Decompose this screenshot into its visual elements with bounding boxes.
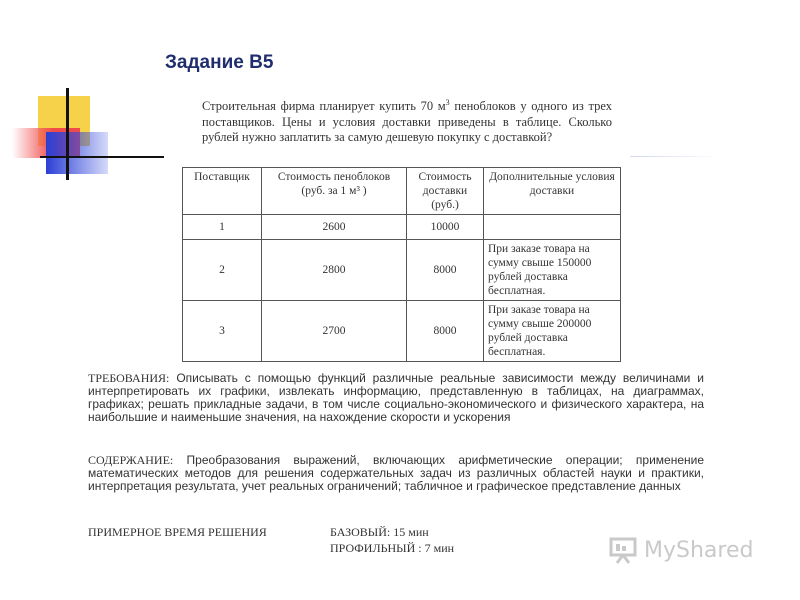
cell-delivery-price: 10000 — [407, 215, 484, 240]
cell-delivery-price: 8000 — [407, 240, 484, 301]
cell-supplier: 1 — [183, 215, 262, 240]
supplier-table — [182, 167, 621, 362]
content-label: СОДЕРЖАНИЕ: — [88, 453, 174, 467]
table-row — [183, 215, 621, 240]
table-row — [183, 240, 621, 301]
time-label: ПРИМЕРНОЕ ВРЕМЯ РЕШЕНИЯ — [88, 525, 267, 539]
decorative-horizontal-line — [40, 156, 164, 158]
content-section — [88, 454, 704, 493]
content-text: Преобразования выражений, включающих арифметические операции; применение математических методов для решения содержательных задач из различных областей науки и практики, интерпретация результата, учет реальных ограничений; табличное и графическое представление данных — [88, 453, 704, 493]
cell-block-price: 2800 — [262, 240, 407, 301]
cell-extra-conditions: При заказе товара на сумму свыше 150000 рублей доставка бесплатная. — [484, 240, 621, 301]
page-title: Задание В5 — [165, 52, 274, 73]
time-base: БАЗОВЫЙ: 15 мин — [330, 525, 429, 539]
cell-extra-conditions — [484, 215, 621, 240]
cell-extra-conditions: При заказе товара на сумму свыше 200000 рублей доставка бесплатная. — [484, 301, 621, 362]
header-extra-conditions: Дополнительные условия доставки — [484, 168, 621, 215]
decorative-fade-line — [630, 156, 720, 157]
cell-delivery-price: 8000 — [407, 301, 484, 362]
header-delivery-price: Стоимость доставки (руб.) — [407, 168, 484, 215]
cell-block-price: 2700 — [262, 301, 407, 362]
presentation-board-icon — [608, 535, 638, 565]
watermark-text: MyShared — [644, 537, 754, 563]
requirements-label: ТРЕБОВАНИЯ: — [88, 371, 170, 385]
table-header-row — [183, 168, 621, 215]
requirements-text: Описывать с помощью функций различные реальные зависимости между величинами и интерпретировать их графики, извлекать информацию, представленную в таблицах, на диаграммах, графиках; решать прикладные задачи, в том числе социально-экономического и физического характера, на наибольшие и наименьшие значения, на нахождение скорости и ускорения — [88, 371, 704, 424]
decorative-vertical-line — [66, 88, 69, 180]
decorative-blue-block — [46, 132, 108, 174]
cell-supplier: 2 — [183, 240, 262, 301]
watermark — [608, 535, 753, 565]
time-profile: ПРОФИЛЬНЫЙ : 7 мин — [330, 541, 455, 555]
table-row — [183, 301, 621, 362]
problem-statement: Строительная фирма планирует купить 70 $м^3$ пеноблоков у одного из трех поставщиков. Цены и условия доставки приведены в таблице. Сколько рублей нужно заплатить за самую дешевую покупку с доставкой? — [202, 98, 612, 145]
requirements-section — [88, 372, 704, 424]
cell-supplier: 3 — [183, 301, 262, 362]
header-block-price: Стоимость пеноблоков (руб. за 1 м³ ) — [262, 168, 407, 215]
header-supplier: Поставщик — [183, 168, 262, 215]
cell-block-price: 2600 — [262, 215, 407, 240]
